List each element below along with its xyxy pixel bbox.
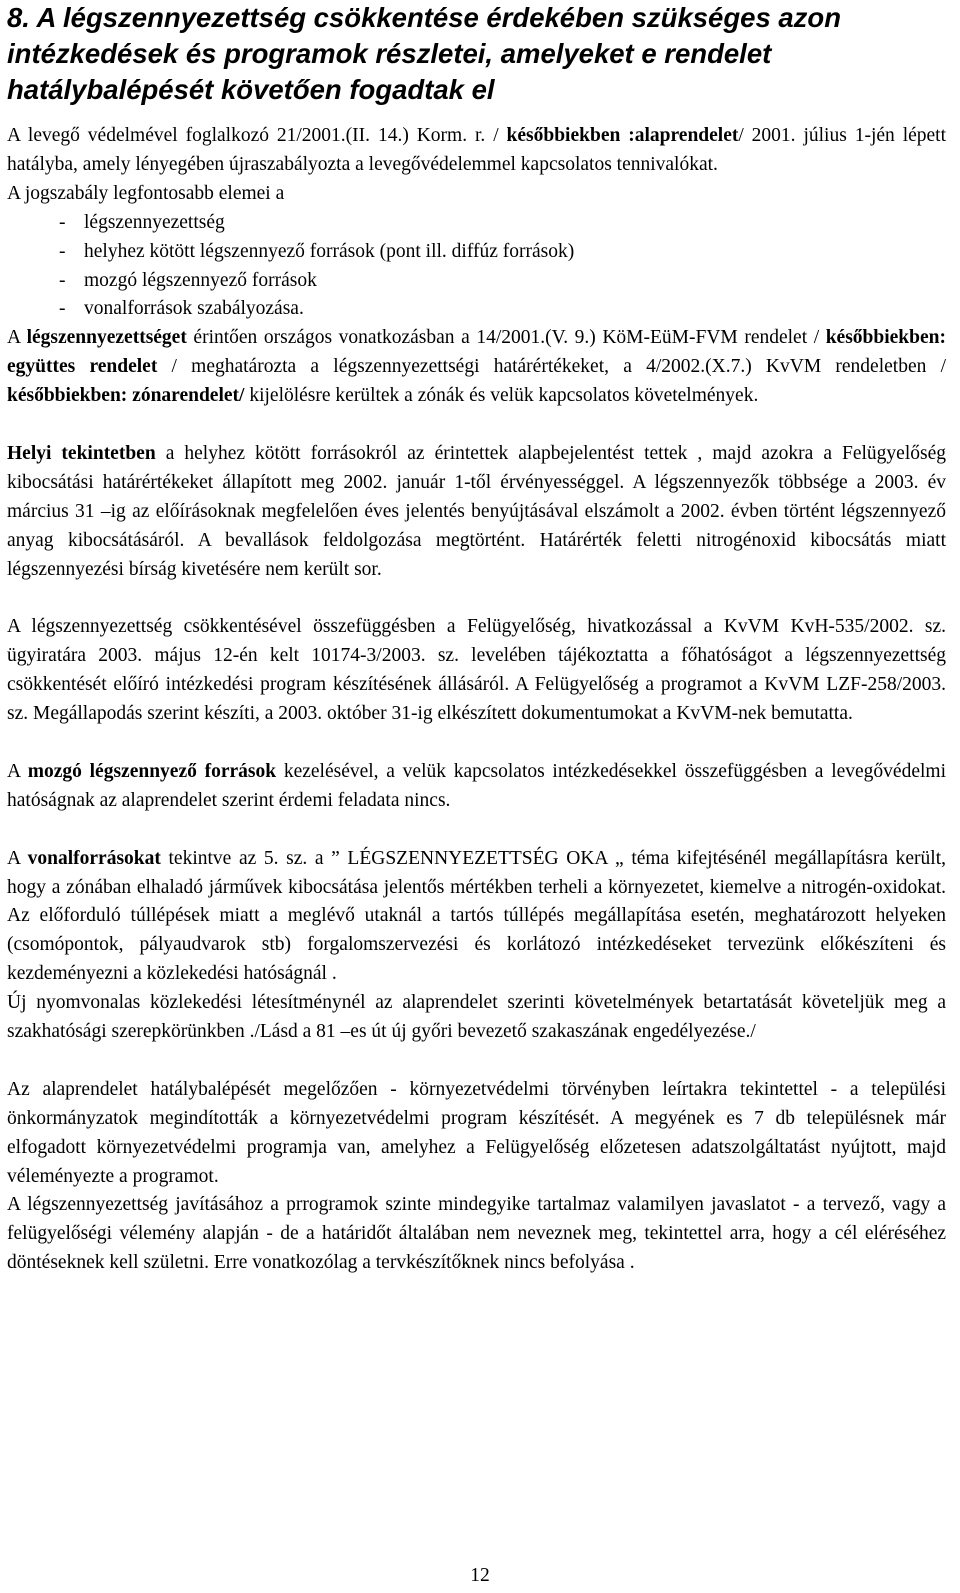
bold-term: Helyi tekintetben bbox=[7, 442, 156, 464]
paragraph-legszennyezettseg bbox=[7, 324, 946, 411]
spacer bbox=[7, 108, 946, 122]
bold-term: későbbiekben: együttes rendelet bbox=[7, 327, 946, 378]
list-item-text: mozgó légszennyező források bbox=[84, 269, 317, 291]
text-run: tekintve az 5. sz. a ” LÉGSZENNYEZETTSÉG OKA „ téma kifejtésénél megállapításra került, hogy a zónában elhaladó járművek kibocsátása jelentős mértékben terheli a környezetet, kiemelve a nitrogén-oxidokat. Az előforduló túllépések miatt a meglévő utaknál a tartós túllépés megállapítása esetén, meghatározott helyeken (csomópontok, pályaudvarok stb) forgalomszervezési és korlátozó intézkedéseket tervezünk előkészíteni és kezdeményezni a közlekedési hatóságnál . bbox=[7, 847, 946, 985]
paragraph-list-intro: A jogszabály legfontosabb elemei a bbox=[7, 182, 285, 204]
list-item-text: légszennyezettség bbox=[84, 211, 225, 233]
text-run: A bbox=[7, 760, 28, 782]
paragraph-csokkentes: A légszennyezettség csökkentésével összefüggésben a Felügyelőség, hivatkozással a KvVM KvH-535/2002. sz. ügyiratára 2003. május 12-én kelt 10174-3/2003. sz. levelében tájékoztatta a főhatóságot a légszennyezettség csökkentését előíró intézkedési program készítésének állásáról. A Felügyelőség a programot a KvVM LZF-258/2003. sz. Megállapodás szerint készíti, a 2003. október 31-ig elkészített dokumentumokat a KvVM-nek bemutatta. bbox=[7, 616, 946, 725]
text-run: / meghatározta a légszennyezettségi határértékeket, a 4/2002.(X.7.) KvVM rendeletben / bbox=[157, 356, 946, 378]
list-dash: - bbox=[59, 298, 66, 320]
bold-term: mozgó légszennyező források bbox=[27, 760, 277, 782]
spacer bbox=[7, 411, 946, 440]
text-run: A bbox=[7, 847, 28, 869]
text-run: a helyhez kötött forrásokról az érintettek alapbejelentést tettek , majd azokra a Felügyelőség kibocsátási határértékeket állapított meg 2002. január 1-től érvényességgel. A légszennyezők többsége a 2003. év március 31 –ig az előírásoknak megfelelően éves jelentés benyújtásával elszámolt a 2002. évben történt légszennyező anyag kibocsátásáról. A bevallások feldolgozása megtörtént. Határérték feletti nitrogénoxid kibocsátás miatt légszennyezési bírság kivetésére nem került sor. bbox=[7, 442, 946, 580]
list-dash: - bbox=[59, 269, 66, 291]
spacer bbox=[7, 584, 946, 613]
list-item-text: helyhez kötött légszennyező források (pont ill. diffúz források) bbox=[84, 240, 575, 262]
spacer bbox=[7, 1047, 946, 1076]
list-item bbox=[7, 267, 946, 296]
text-run: A levegő védelmével foglalkozó 21/2001.(II. 14.) Korm. r. / bbox=[7, 125, 507, 146]
spacer bbox=[7, 729, 946, 758]
paragraph-helyi bbox=[7, 440, 946, 585]
list-item bbox=[7, 295, 946, 324]
text-run: kezelésével, a velük kapcsolatos intézkedésekkel összefüggésben a levegővédelmi hatóságnak az alaprendelet szerint érdemi feladata nincs. bbox=[7, 760, 946, 811]
text-run: kijelölésre kerültek a zónák és velük kapcsolatos követelmények. bbox=[244, 385, 759, 407]
text-run: érintően országos vonatkozásban a 14/2001.(V. 9.) KöM-EüM-FVM rendelet / bbox=[186, 327, 826, 349]
spacer bbox=[7, 816, 946, 845]
elements-list bbox=[7, 209, 946, 325]
list-item bbox=[7, 238, 946, 267]
list-item-text: vonalforrások szabályozása. bbox=[84, 298, 304, 320]
paragraph-alaprendelet-hatalyba: Az alaprendelet hatálybalépését megelőzően - környezetvédelmi törvényben leírtakra tekintettel - a települési önkormányzatok megindították a környezetvédelmi program készítését. A megyének es 7 db településnek már elfogadott környezetvédelmi programja van, amelyhez a Felügyelőség előzetesen adatszolgáltatást nyújtott, majd véleményezte a programot. bbox=[7, 1078, 946, 1187]
paragraph-vonalforrasok bbox=[7, 845, 946, 990]
page-number: 12 bbox=[470, 1565, 490, 1586]
list-item bbox=[7, 209, 946, 238]
list-dash: - bbox=[59, 240, 66, 262]
paragraph-mozgo bbox=[7, 758, 946, 816]
text-run: / 2001. július 1-jén lépett hatályba, amely lényegében újraszabályozta a levegővédelemmel kapcsolatos tennivalókat. bbox=[7, 125, 947, 175]
paragraph-uj-nyomvonalas: Új nyomvonalas közlekedési létesítménynél az alaprendelet szerinti követelmények betartatását követeljük meg a szakhatósági szerepkörünkben ./Lásd a 81 –es út új győri bevezető szakaszának engedélyezése./ bbox=[7, 992, 946, 1043]
paragraph-alaprendelet bbox=[7, 122, 946, 180]
bold-term: későbbiekben: zónarendelet/ bbox=[7, 385, 245, 407]
list-dash: - bbox=[59, 211, 66, 233]
paragraph-javitas: A légszennyezettség javításához a prrogramok szinte mindegyike tartalmaz valamilyen javaslatot - a tervező, vagy a felügyelőségi vélemény alapján - de a határidőt általában nem neveznek meg, tekintettel arra, hogy a cél eléréséhez döntéseknek kell születni. Erre vonatkozólag a tervkészítőknek nincs befolyása . bbox=[7, 1194, 946, 1274]
section-heading: 8. A légszennyezettség csökkentése érdekében szükséges azon intézkedések és programok részletei, amelyeket e rendelet hatálybalépését követően fogadtak el bbox=[7, 2, 842, 105]
text-run: A bbox=[7, 327, 27, 349]
bold-term: vonalforrásokat bbox=[27, 847, 161, 869]
bold-term: légszennyezettséget bbox=[26, 327, 187, 349]
bold-term: későbbiekben :alaprendelet bbox=[506, 125, 739, 146]
